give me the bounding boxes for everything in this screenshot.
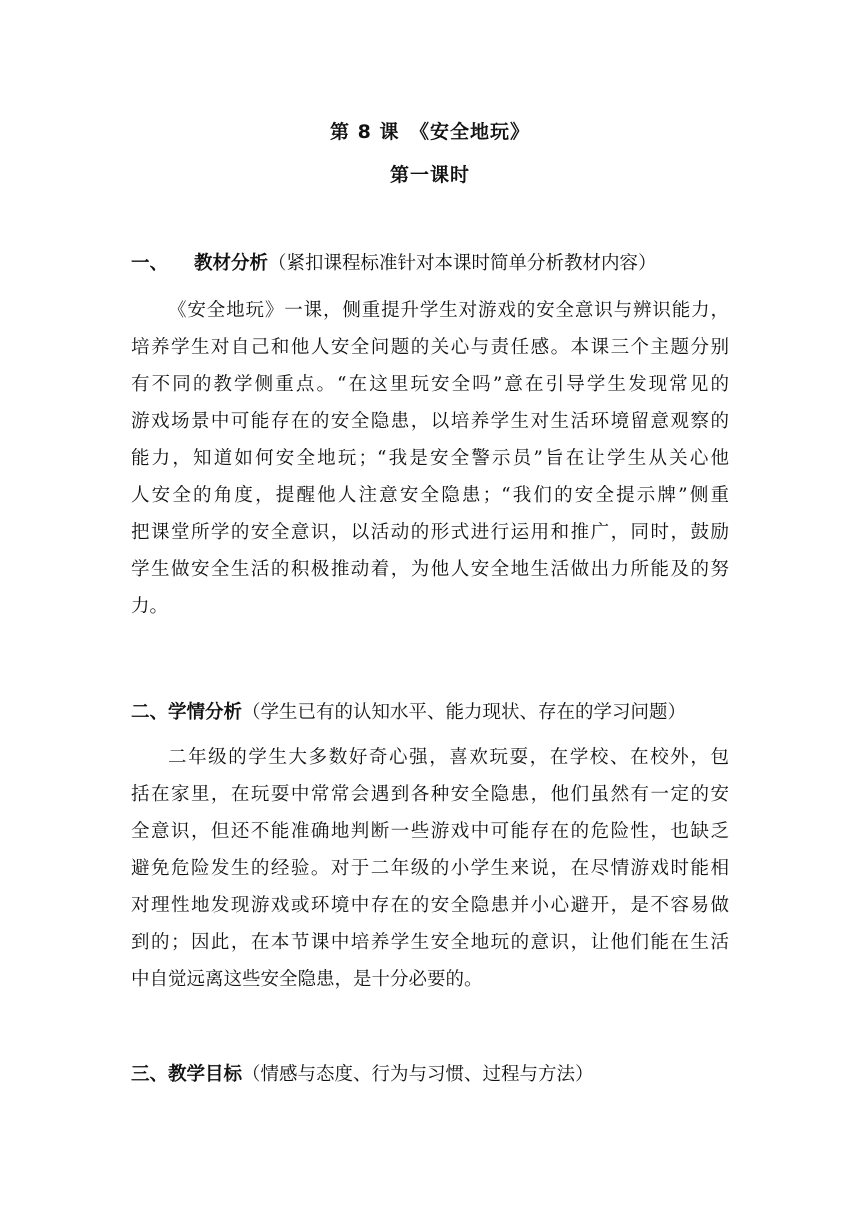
paragraph-line: 《安全地玩》一课，侧重提升学生对游戏的安全意识与辨识能力，: [168, 300, 729, 321]
section-number: 三、: [131, 1064, 169, 1085]
paragraph-line: 全意识，但还不能准确地判断一些游戏中可能存在的危险性，也缺乏: [131, 821, 729, 842]
section-label: 教材分析: [194, 253, 269, 274]
paragraph-line: 学生做安全生活的积极推动着，为他人安全地生活做出力所能及的努: [131, 559, 729, 580]
paragraph-line: 力。: [131, 596, 169, 617]
paragraph-line: 到的；因此，在本节课中培养学生安全地玩的意识，让他们能在生活: [131, 932, 729, 953]
paragraph-line: 避免危险发生的经验。对于二年级的小学生来说，在尽情游戏时能相: [131, 858, 729, 879]
section-heading-textbook-analysis: [131, 245, 741, 282]
paragraph-line: 游戏场景中可能存在的安全隐患，以培养学生对生活环境留意观察的: [131, 411, 729, 432]
paragraph-line: 人安全的角度，提醒他人注意安全隐患；“我们的安全提示牌”侧重: [131, 485, 729, 506]
paragraph-line: 中自觉远离这些安全隐患，是十分必要的。: [131, 969, 483, 990]
section-note: （情感与态度、行为与习惯、过程与方法）: [242, 1064, 594, 1085]
paragraph-line: 培养学生对自己和他人安全问题的关心与责任感。本课三个主题分别: [131, 337, 729, 358]
section-number: 二、: [131, 702, 169, 723]
section-label: 学情分析: [168, 702, 243, 723]
paragraph-line: 对理性地发现游戏或环境中存在的安全隐患并小心避开，是不容易做: [131, 895, 729, 916]
lesson-title: 第 8 课 《安全地玩》: [330, 121, 530, 143]
paragraph-line: 把课堂所学的安全意识，以活动的形式进行运用和推广，同时，鼓励: [131, 522, 729, 543]
paragraph-line: 括在家里，在玩耍中常常会遇到各种安全隐患，他们虽然有一定的安: [131, 784, 729, 805]
lesson-subtitle: 第一课时: [389, 164, 470, 186]
paragraph-line: 二年级的学生大多数好奇心强，喜欢玩耍，在学校、在校外，包: [168, 747, 729, 768]
section-heading-teaching-goals: [131, 1056, 741, 1093]
section-note: （紧扣课程标准针对本课时简单分析教材内容）: [268, 253, 657, 274]
section-number: 一、: [131, 253, 169, 274]
paragraph-line: 有不同的教学侧重点。“在这里玩安全吗”意在引导学生发现常见的: [131, 374, 729, 395]
paragraph-textbook-analysis: [131, 292, 729, 625]
section-note: （学生已有的认知水平、能力现状、存在的学习问题）: [242, 702, 687, 723]
section-heading-learner-analysis: [131, 694, 741, 731]
paragraph-learner-analysis: [131, 739, 729, 998]
paragraph-line: 能力，知道如何安全地玩；“我是安全警示员”旨在让学生从关心他: [131, 448, 729, 469]
section-label: 教学目标: [168, 1064, 243, 1085]
